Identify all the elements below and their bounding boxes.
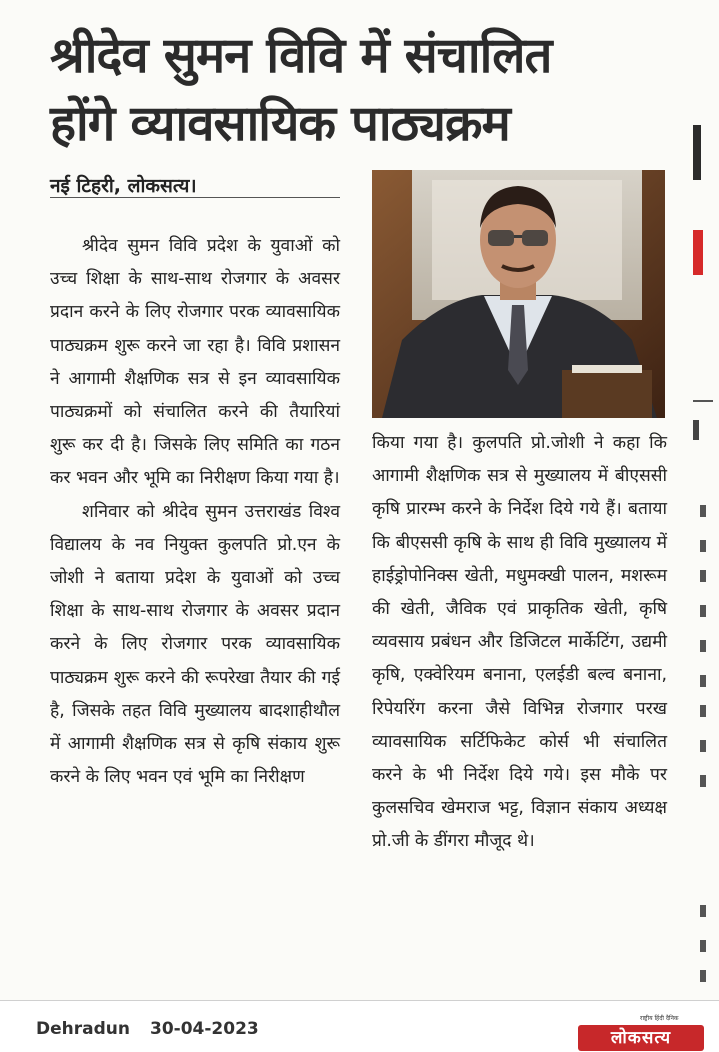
headline-line-1: श्रीदेव सुमन विवि में संचालित bbox=[50, 27, 552, 84]
adjacent-article-fragment bbox=[690, 0, 719, 1000]
article-column-2 bbox=[372, 427, 667, 859]
newspaper-logo: लोकसत्य bbox=[578, 1025, 704, 1051]
footer-date: 30-04-2023 bbox=[150, 1019, 259, 1039]
headline bbox=[50, 22, 690, 158]
clipping-footer bbox=[0, 1000, 719, 1052]
dateline-rule bbox=[50, 197, 340, 198]
portrait-illustration bbox=[372, 170, 665, 418]
footer-city: Dehradun bbox=[36, 1019, 130, 1039]
column-1-paragraph-1: श्रीदेव सुमन विवि प्रदेश के युवाओं को उच्च शिक्षा के साथ-साथ रोजगार के अवसर प्रदान करने के लिए रोजगार परक व्यावसायिक पाठ्यक्रम शुरू करने जा रहा है। विवि प्रशासन ने आगामी शैक्षणिक सत्र से इन व्यावसायिक पाठ्यक्रमों को संचालित करने की तैयारियां शुरू कर दी है। जिसके लिए समिति का गठन कर भवन और भूमि का निरीक्षण किया गया है। bbox=[50, 236, 340, 489]
column-1-paragraph-2: शनिवार को श्रीदेव सुमन उत्तराखंड विश्व विद्यालय के नव नियुक्त कुलपति प्रो.एन के जोशी ने बताया प्रदेश के युवाओं को उच्च शिक्षा के साथ-साथ रोजगार के अवसर प्रदान करने के लिए रोजगार परक व्यावसायिक पाठ्यक्रम शुरू करने की रूपरेखा तैयार की गई है, जिसके तहत विवि मुख्यालय बादशाहीथौल में आगामी शैक्षणिक सत्र से कृषि संकाय शुरू करने के लिए भवन एवं भूमि का निरीक्षण bbox=[50, 501, 340, 788]
column-2-paragraph-1: किया गया है। कुलपति प्रो.जोशी ने कहा कि आगामी शैक्षणिक सत्र से मुख्यालय में बीएससी कृषि प्रारम्भ करने के निर्देश दिये गये हैं। बताया कि बीएससी कृषि के साथ ही विवि मुख्यालय में हाईड्रोपोनिक्स खेती, मधुमक्खी पालन, मशरूम की खेती, जैविक एवं प्राकृतिक खेती, कृषि व्यवसाय प्रबंधन और डिजिटल मार्केटिंग, उद्यमी कृषि, एक्वेरियम बनाना, एलईडी बल्व बनाना, रिपेयरिंग करना जैसे विभिन्न रोजगार परख व्यावसायिक सर्टिफिकेट कोर्स भी संचालित करने के भी निर्देश दिये गये। इस मौके पर कुलसचिव खेमराज भट्ट, विज्ञान संकाय अध्यक्ष प्रो.जी के डींगरा मौजूद थे। bbox=[372, 433, 667, 852]
dateline: नई टिहरी, लोकसत्य। bbox=[50, 175, 197, 197]
newspaper-tagline: राष्ट्रीय हिंदी दैनिक bbox=[640, 1015, 679, 1022]
vice-chancellor-photo bbox=[372, 170, 665, 418]
adjacent-article-edge bbox=[690, 0, 719, 1000]
article-column-1 bbox=[50, 230, 340, 794]
headline-line-2: होंगे व्यावसायिक पाठ्यक्रम bbox=[50, 95, 510, 152]
